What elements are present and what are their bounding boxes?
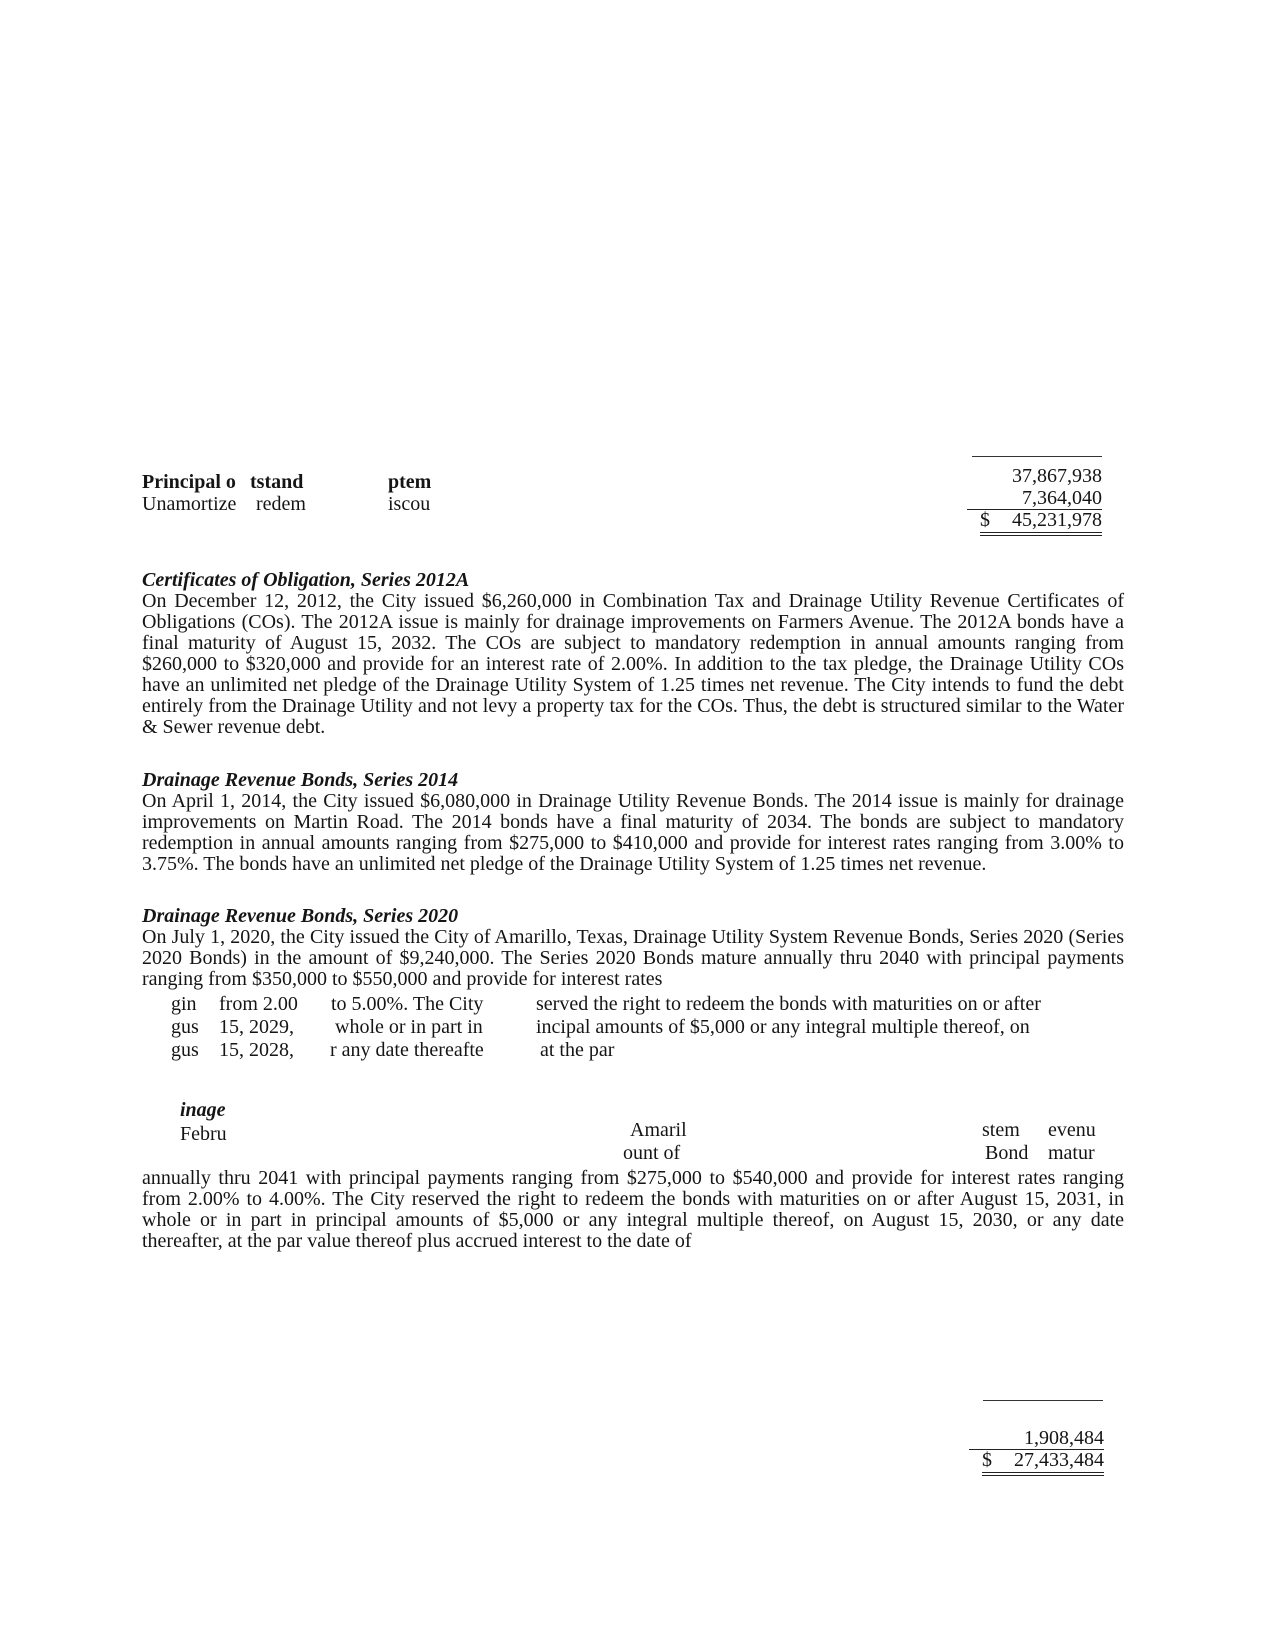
summary-row1-label-b: tstand xyxy=(250,471,304,493)
fragment-2020-l1b: from 2.00 xyxy=(219,993,298,1015)
section-2014 xyxy=(142,770,1124,875)
fragment-2021-l1a: Febru xyxy=(180,1123,227,1145)
fragment-2020-l3d: at the par xyxy=(540,1039,615,1061)
section-body: annually thru 2041 with principal payments ranging from $275,000 to $540,000 and provide for interest rates ranging from 2.00% to 4.00%. The City reserved the right to redeem the bonds with maturities on or after August 15, 2031, in whole or in part in principal amounts of $5,000 or any integral multiple thereof, on August 15, 2030, or any date thereafter, at the par value thereof plus accrued interest to the date of xyxy=(142,1167,1124,1252)
bottom-total-currency: $ xyxy=(982,1449,992,1471)
fragment-2021-l1c: stem xyxy=(982,1119,1020,1141)
fragment-2021-heading: inage xyxy=(180,1099,226,1121)
section-body: On April 1, 2014, the City issued $6,080,000 in Drainage Utility Revenue Bonds. The 2014 issue is mainly for drainage improvements on Martin Road. The 2014 bonds have a final maturity of 2034. The bonds are subject to mandatory redemption in annual amounts ranging from $275,000 to $410,000 and provide for interest rates ranging from 3.00% to 3.75%. The bonds have an unlimited net pledge of the Drainage Utility System of 1.25 times net revenue. xyxy=(142,790,1124,875)
bottom-value-1: 1,908,484 xyxy=(969,1428,1104,1450)
summary-value-2: 7,364,040 xyxy=(967,488,1102,510)
fragment-2021-l2c: matur xyxy=(1048,1142,1095,1164)
fragment-2021-l1b: Amaril xyxy=(630,1119,687,1141)
fragment-2021-l1d: evenu xyxy=(1048,1119,1096,1141)
summary-row1-label-a: Principal o xyxy=(142,471,236,493)
fragment-2020-l3a: gus xyxy=(171,1039,199,1061)
section-2021-body xyxy=(142,1168,1124,1252)
fragment-2020-l1c: to 5.00%. The City xyxy=(331,993,484,1015)
fragment-2020-l2b: 15, 2029, xyxy=(219,1016,294,1038)
fragment-2020-l3b: 15, 2028, xyxy=(219,1039,294,1061)
section-heading: Drainage Revenue Bonds, Series 2020 xyxy=(142,905,459,927)
bottom-total-row xyxy=(982,1450,1104,1476)
fragment-2020-l2c: whole or in part in xyxy=(335,1016,483,1038)
summary-total-currency: $ xyxy=(980,509,990,531)
fragment-2020-l2d: incipal amounts of $5,000 or any integral multiple thereof, on xyxy=(536,1016,1030,1038)
summary-row2-label-c: iscou xyxy=(388,493,431,515)
bottom-total-value: 27,433,484 xyxy=(1014,1449,1104,1471)
section-2020 xyxy=(142,906,1124,990)
section-body: On December 12, 2012, the City issued $6,260,000 in Combination Tax and Drainage Utility Revenue Certificates of Obligations (COs). The 2012A issue is mainly for drainage improvements on Farmers Avenue. The 2012A bonds have a final maturity of August 15, 2032. The COs are subject to mandatory redemption in annual amounts ranging from $260,000 to $320,000 and provide for an interest rate of 2.00%. In addition to the tax pledge, the Drainage Utility COs have an unlimited net pledge of the Drainage Utility System of 1.25 times net revenue. The City intends to fund the debt entirely from the Drainage Utility and not levy a property tax for the COs. Thus, the debt is structured similar to the Water & Sewer revenue debt. xyxy=(142,590,1124,738)
fragment-2020-l1a: gin xyxy=(171,993,197,1015)
section-body: On July 1, 2020, the City issued the City of Amarillo, Texas, Drainage Utility System Revenue Bonds, Series 2020 (Series 2020 Bonds) in the amount of $9,240,000. The Series 2020 Bonds mature annually thru 2040 with principal payments ranging from $350,000 to $550,000 and provide for interest rates xyxy=(142,926,1124,990)
fragment-2020-l1d: served the right to redeem the bonds with maturities on or after xyxy=(536,993,1041,1015)
fragment-2020-l2a: gus xyxy=(171,1016,199,1038)
section-heading: Drainage Revenue Bonds, Series 2014 xyxy=(142,769,459,791)
fragment-2021-l2a: ount of xyxy=(623,1142,681,1164)
summary-top-rule xyxy=(972,456,1102,457)
section-2012a xyxy=(142,570,1124,738)
fragment-2021-l2b: Bond xyxy=(985,1142,1029,1164)
summary-total-value: 45,231,978 xyxy=(1012,509,1102,531)
section-heading: Certificates of Obligation, Series 2012A xyxy=(142,569,470,591)
summary-value-1: 37,867,938 xyxy=(1012,465,1102,487)
fragment-2020-l3c: r any date thereafte xyxy=(330,1039,484,1061)
bottom-top-rule xyxy=(983,1400,1103,1401)
summary-total-row xyxy=(980,510,1102,536)
summary-row2-label-b: redem xyxy=(256,493,306,515)
summary-row2-label-a: Unamortize xyxy=(142,493,237,515)
summary-row1-label-c: ptem xyxy=(388,471,432,493)
